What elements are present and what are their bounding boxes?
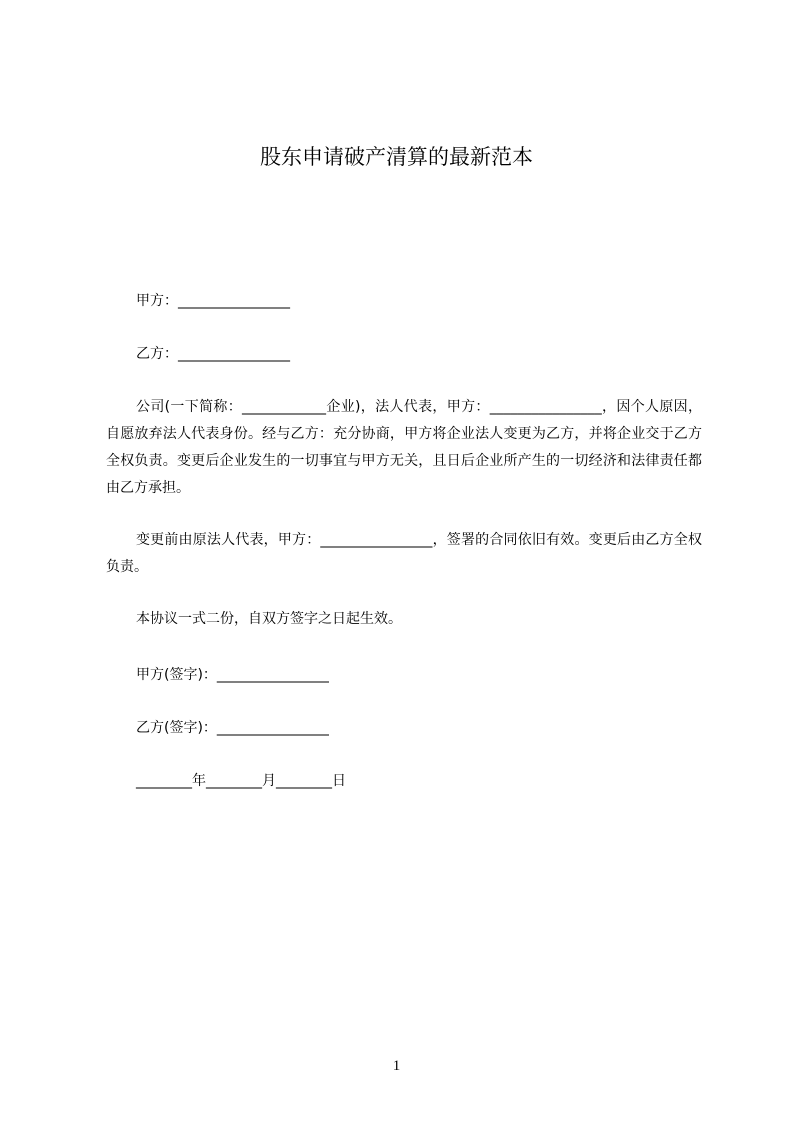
party-a-signature-line: 甲方(签字)：________________ — [136, 667, 329, 683]
agreement-paragraph-1: 公司(一下简称：____________企业)，法人代表，甲方：________________，因个人原因，自愿放弃法人代表身份。经与乙方：充分协商，甲方将企业法人变更为乙方，并将企业交于乙方全权负责。变更后企业发生的一切事宜与甲方无关，且日后企业所产生的一切经济和法律责任都由乙方承担。 — [106, 399, 702, 496]
agreement-paragraph-2: 变更前由原法人代表，甲方：________________，签署的合同依旧有效。变更后由乙方全权负责。 — [106, 532, 702, 575]
party-a-line: 甲方：________________ — [136, 293, 290, 309]
page-number: 1 — [392, 1058, 401, 1074]
party-b-line: 乙方：________________ — [136, 346, 290, 362]
date-line: ________年________月________日 — [136, 773, 346, 789]
agreement-paragraph-3: 本协议一式二份，自双方签字之日起生效。 — [136, 611, 402, 627]
party-b-signature-line: 乙方(签字)：________________ — [136, 720, 329, 736]
document-title: 股东申请破产清算的最新范本 — [260, 145, 533, 169]
